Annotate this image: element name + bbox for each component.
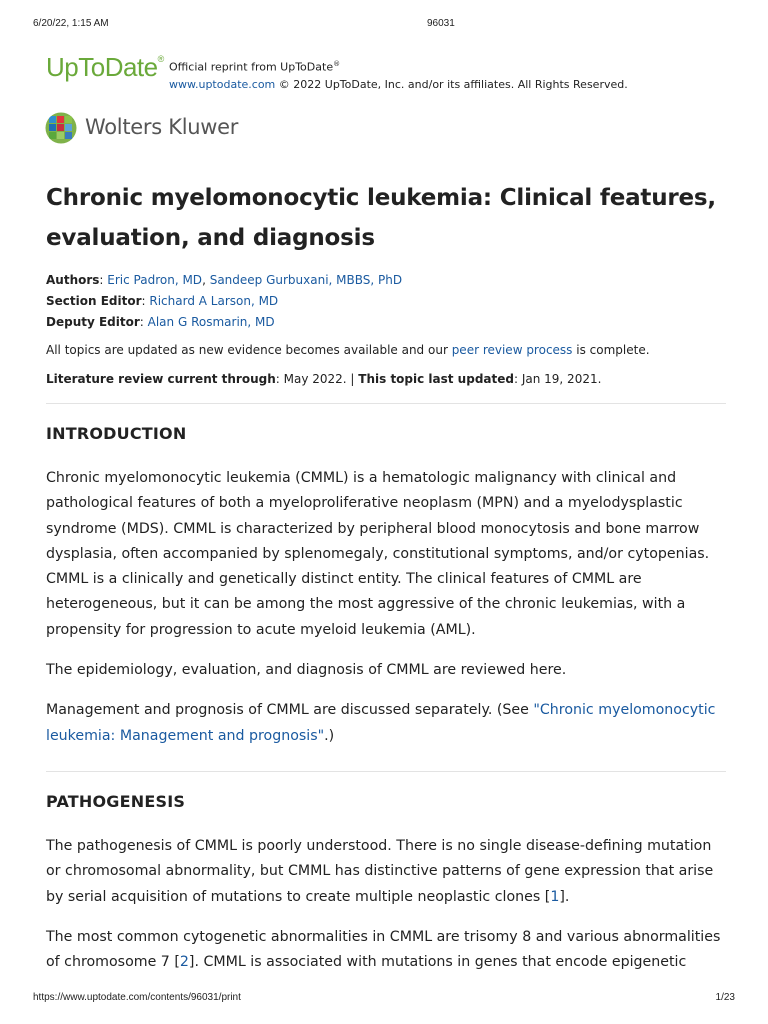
print-footer: [33, 992, 735, 1006]
cross-reference-link[interactable]: "Chronic myelomonocytic leukemia: Management and prognosis": [46, 702, 716, 744]
divider: [46, 403, 726, 404]
wolters-kluwer-globe-icon: [45, 112, 77, 144]
reprint-notice: Official reprint from UpToDate® www.uptodate.com © 2022 UpToDate, Inc. and/or its affiliates. All Rights Reserved.: [169, 60, 628, 91]
section-heading-introduction: INTRODUCTION: [46, 424, 187, 443]
paragraph: Management and prognosis of CMML are discussed separately. (See "Chronic myelomonocytic leukemia: Management and prognosis".): [46, 702, 716, 744]
divider: [46, 771, 726, 772]
print-doc-id: 96031: [427, 18, 455, 29]
copyright-text: © 2022 UpToDate, Inc. and/or its affiliates. All Rights Reserved.: [275, 77, 628, 91]
wolters-kluwer-wordmark: Wolters Kluwer: [85, 115, 239, 139]
reprint-line: Official reprint from UpToDate: [169, 60, 334, 74]
paragraph: The epidemiology, evaluation, and diagnosis of CMML are reviewed here.: [46, 662, 567, 679]
page-number: 1/23: [715, 992, 735, 1003]
reference-link[interactable]: 2: [179, 954, 189, 971]
section-editor-line: Section Editor: Richard A Larson, MD: [46, 294, 279, 308]
review-dates: Literature review current through: May 2022. | This topic last updated: Jan 19, 2021.: [46, 372, 602, 386]
paragraph: The most common cytogenetic abnormalities in CMML are trisomy 8 and various abnormalities of chromosome 7 [2]. CMML is associated with mutations in genes that encode epigenetic: [46, 928, 721, 971]
print-url: https://www.uptodate.com/contents/96031/print: [33, 992, 241, 1003]
print-header: [33, 18, 735, 32]
article-meta: [46, 270, 726, 333]
peer-review-link[interactable]: peer review process: [451, 343, 573, 357]
print-datetime: 6/20/22, 1:15 AM: [33, 18, 109, 29]
author-link[interactable]: Sandeep Gurbuxani, MBBS, PhD: [209, 273, 403, 287]
author-link[interactable]: Eric Padron, MD: [107, 273, 203, 287]
uptodate-logo: UpToDate®: [46, 52, 164, 82]
section-heading-pathogenesis: PATHOGENESIS: [46, 791, 186, 811]
section-editor-link[interactable]: Richard A Larson, MD: [149, 294, 279, 308]
deputy-editor-line: Deputy Editor: Alan G Rosmarin, MD: [46, 315, 275, 329]
reference-link[interactable]: 1: [550, 888, 560, 905]
deputy-editor-link[interactable]: Alan G Rosmarin, MD: [147, 315, 275, 329]
authors-line: Authors: Eric Padron, MD, Sandeep Gurbuxani, MBBS, PhD: [46, 273, 403, 287]
uptodate-site-link[interactable]: www.uptodate.com: [169, 77, 276, 91]
article: [46, 178, 726, 975]
paragraph: Chronic myelomonocytic leukemia (CMML) is a hematologic malignancy with clinical and pathological features of both a myeloproliferative neoplasm (MPN) and a myelodysplastic syndrome (MDS). CMML is characterized by peripheral blood monocytosis and bone marrow dysplasia, often accompanied by splenomegaly, constitutional symptoms, and/or cytopenias. CMML is a clinically and genetically distinct entity. The clinical features of CMML are heterogeneous, but it can be among the most aggressive of the chronic leukemias, with a propensity for progression to acute myeloid leukemia (AML).: [46, 470, 710, 638]
update-note: All topics are updated as new evidence becomes available and our peer review process is complete.: [46, 343, 650, 357]
article-title: Chronic myelomonocytic leukemia: Clinical features, evaluation, and diagnosis: [46, 185, 716, 251]
paragraph: The pathogenesis of CMML is poorly understood. There is no single disease-defining mutation or chromosomal abnormality, but CMML has distinctive patterns of gene expression that arise by serial acquisition of mutations to create multiple neoplastic clones [1].: [46, 837, 714, 905]
